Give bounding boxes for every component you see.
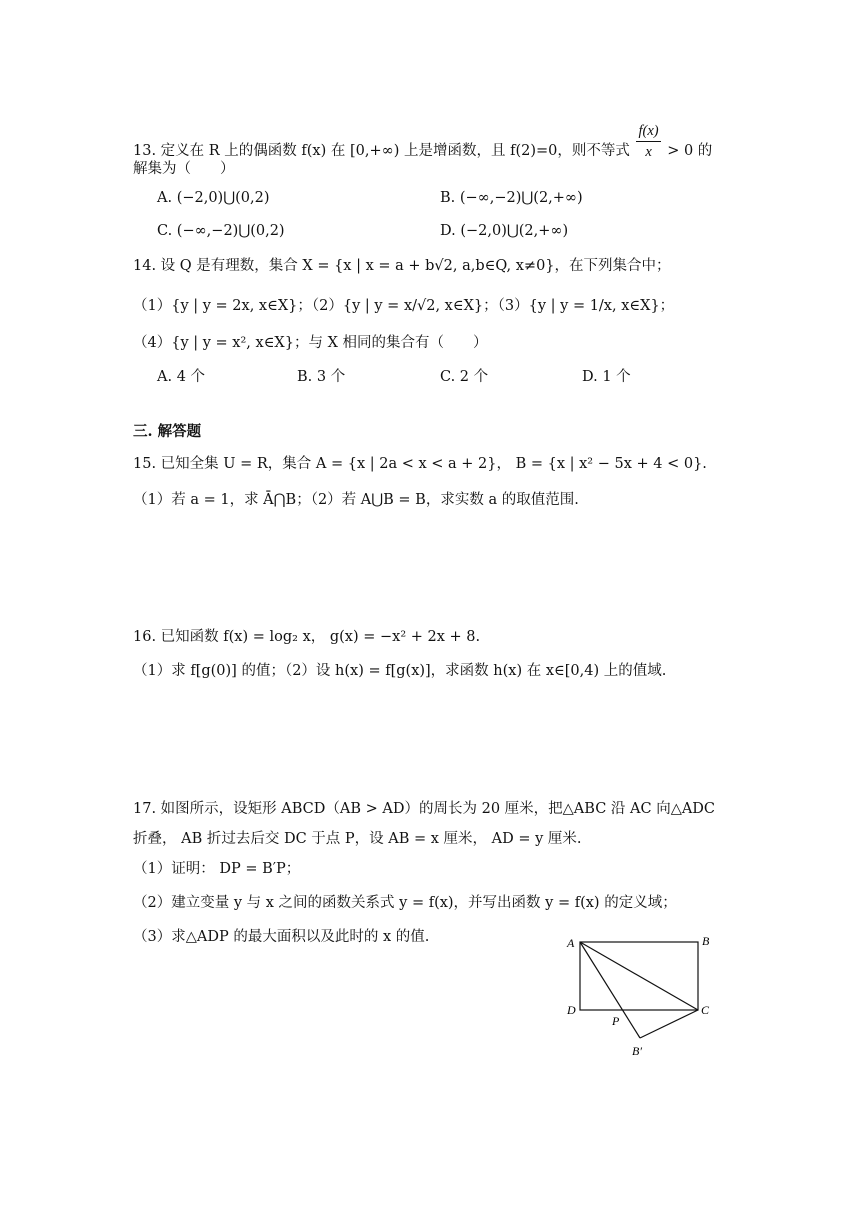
q13-option-a: A. (−2,0)⋃(0,2) bbox=[157, 190, 270, 206]
q16-line2: （1）求 f[g(0)] 的值；（2）设 h(x) = f[g(x)]，求函数 h(x) 在 x∈[0,4) 上的值域. bbox=[133, 663, 667, 679]
label-b: B bbox=[702, 934, 710, 948]
label-c: C bbox=[701, 1003, 710, 1017]
q14-line2: （1）{y | y = 2x, x∈X}；（2）{y | y = x/√2, x∈X}；（3）{y | y = 1/x, x∈X}； bbox=[133, 298, 675, 314]
q13-fraction-numerator: f(x) bbox=[636, 121, 660, 142]
q17-line1: 17. 如图所示，设矩形 ABCD（AB > AD）的周长为 20 厘米，把△ABC 沿 AC 向△ADC bbox=[133, 801, 716, 817]
q17-line2: 折叠， AB 折过去后交 DC 于点 P，设 AB = x 厘米， AD = y 厘米. bbox=[133, 831, 582, 847]
q13-option-c: C. (−∞,−2)⋃(0,2) bbox=[157, 223, 285, 239]
section-heading: 三. 解答题 bbox=[133, 423, 202, 440]
q13-fraction-denominator: x bbox=[645, 144, 652, 160]
q13-option-b: B. (−∞,−2)⋃(2,+∞) bbox=[440, 190, 583, 206]
q17-line5: （3）求△ADP 的最大面积以及此时的 x 的值. bbox=[133, 929, 430, 945]
q15-line2: （1）若 a = 1，求 Ā⋂B；（2）若 A⋃B = B，求实数 a 的取值范围. bbox=[133, 492, 579, 508]
q13-text-post: > 0 的 bbox=[662, 142, 713, 159]
label-b-prime: B′ bbox=[632, 1044, 642, 1058]
q14-line1: 14. 设 Q 是有理数，集合 X = {x | x = a + b√2, a,b∈Q, x≠0}，在下列集合中； bbox=[133, 258, 671, 274]
q14-line3: （4）{y | y = x², x∈X}；与 X 相同的集合有（ ） bbox=[133, 335, 488, 351]
segment-cb-prime bbox=[640, 1010, 698, 1038]
q13-line1 bbox=[133, 121, 712, 163]
q13-text-pre: 13. 定义在 R 上的偶函数 f(x) 在 [0,+∞) 上是增函数，且 f(2)=0，则不等式 bbox=[133, 142, 635, 159]
label-a: A bbox=[567, 936, 575, 950]
q13-option-d: D. (−2,0)⋃(2,+∞) bbox=[440, 223, 569, 239]
fold-rectangle-figure bbox=[560, 928, 720, 1064]
q17-line4: （2）建立变量 y 与 x 之间的函数关系式 y = f(x)，并写出函数 y = f(x) 的定义域； bbox=[133, 895, 677, 911]
diagonal-ac bbox=[580, 942, 698, 1010]
label-d: D bbox=[567, 1003, 576, 1017]
q16-line1: 16. 已知函数 f(x) = log₂ x， g(x) = −x² + 2x + 8. bbox=[133, 629, 481, 645]
q13-fraction bbox=[636, 121, 660, 162]
q14-option-c: C. 2 个 bbox=[440, 369, 489, 385]
segment-ab-prime bbox=[580, 942, 640, 1038]
q14-option-a: A. 4 个 bbox=[157, 369, 206, 385]
q14-option-d: D. 1 个 bbox=[582, 369, 631, 385]
q13-line2: 解集为（ ） bbox=[133, 161, 235, 177]
q14-option-b: B. 3 个 bbox=[297, 369, 346, 385]
label-p: P bbox=[612, 1014, 620, 1028]
q15-line1: 15. 已知全集 U = R，集合 A = {x | 2a < x < a + 2}， B = {x | x² − 5x + 4 < 0}. bbox=[133, 456, 707, 472]
q17-line3: （1）证明： DP = B′P； bbox=[133, 861, 301, 877]
